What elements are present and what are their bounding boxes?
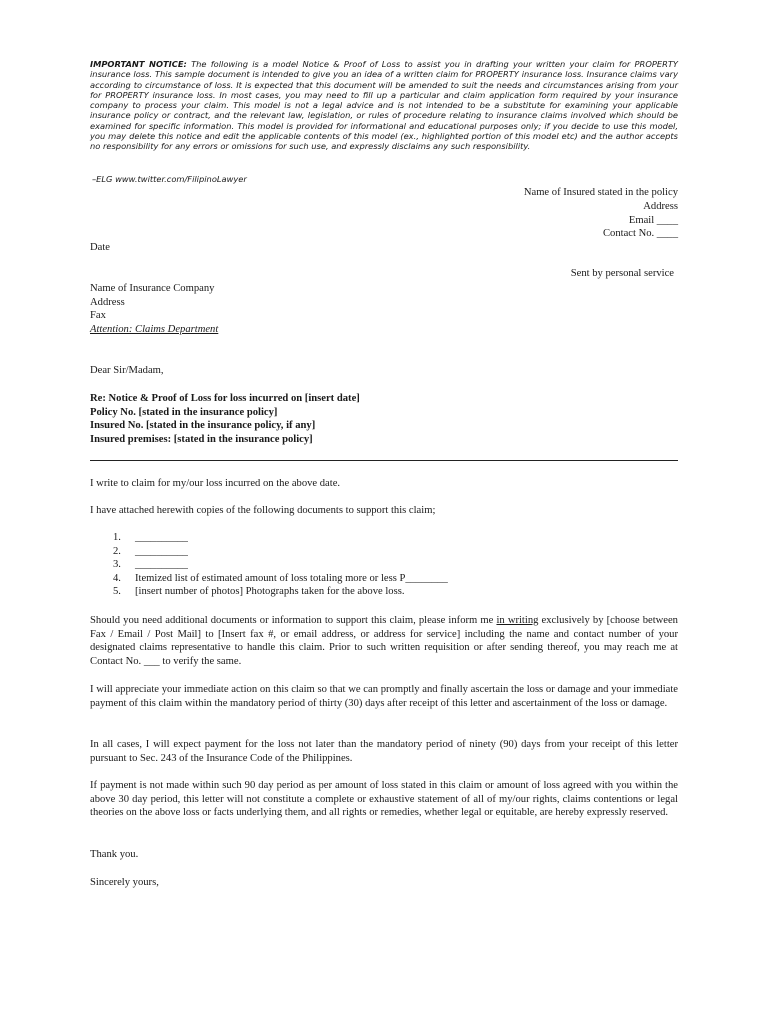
notice-label: IMPORTANT NOTICE: (90, 59, 187, 69)
list-item: 2. __________ (113, 545, 188, 557)
salutation: Dear Sir/Madam, (90, 365, 164, 376)
insured-number-line: Insured No. [stated in the insurance policy, if any] (90, 420, 316, 432)
closing-line: Sincerely yours, (90, 877, 159, 888)
date-line: Date (90, 242, 110, 253)
recipient-address: Address (90, 296, 125, 308)
notice-text: The following is a model Notice & Proof of Loss to assist you in drafting your written your claim for PROPERTY insurance loss. This sample document is intended to give you an idea of a written claim for PROPERTY insurance loss. Insurance claims vary according to circumstance of loss. It is expected that this document will be amended to suit the needs and circumstances arising from your for PROPERTY insurance loss. In most cases, you may need to fill up a particular and claim application form required by your insurance company to process your claim. This model is not a legal advice and is not intended to be a substitute for examining your applicable insurance policy or contract, and the relevant law, legislation, or rules of procedure relating to insurance claims involved which should be examined for specific information. This model is provided for informational and educational purposes only; if you decide to use this model, you may delete this notice and edit the applicable contents of this model (ex., highlighted portion of this model etc) and the author accepts no responsibility for any errors or omissions for such use, and expressly disclaims any such responsibility. (90, 59, 678, 152)
list-item: 5. [insert number of photos] Photographs taken for the above loss. (113, 586, 405, 598)
notice-credit: –ELG www.twitter.com/FilipinoLawyer (92, 174, 247, 184)
sender-email: Email ____ (628, 214, 678, 226)
policy-number-line: Policy No. [stated in the insurance policy] (90, 406, 278, 418)
attachments-intro: I have attached herewith copies of the following documents to support this claim; (90, 505, 436, 516)
sender-contact: Contact No. ____ (602, 228, 678, 240)
additional-documents-paragraph: Should you need additional documents or information to support this claim, please inform me in writing exclusively by [choose between Fax / Email / Post Mail] to [Insert fax #, or email address, or address for service] including the name and contact number of your designated claims representative to handle this claim. Prior to such written requisition or after sending thereof, you may reach me at Contact No. ___ to verify the same. (90, 615, 678, 667)
immediate-action-paragraph: I will appreciate your immediate action on this claim so that we can promptly and finally ascertain the loss or damage and your immediate payment of this claim within the mandatory period of thirty (30) days after receipt of this letter and ascertainment of the loss or damage. (90, 684, 678, 709)
sender-address: Address (643, 200, 678, 212)
list-item: 4. Itemized list of estimated amount of loss totaling more or less P________ (113, 572, 448, 584)
payment-deadline-paragraph: In all cases, I will expect payment for the loss not later than the mandatory period of ninety (90) days from your receipt of this letter pursuant to Sec. 243 of the Insurance Code of the Philippines. (90, 739, 678, 764)
sender-name: Name of Insured stated in the policy (523, 187, 678, 198)
recipient-fax: Fax (90, 310, 106, 322)
list-item: 1. __________ (113, 532, 188, 543)
recipient-block (90, 282, 218, 336)
thank-you-line: Thank you. (90, 849, 139, 860)
subject-block (90, 392, 360, 446)
recipient-company: Name of Insurance Company (90, 283, 215, 294)
insured-premises-line: Insured premises: [stated in the insurance policy] (90, 433, 313, 445)
intro-paragraph: I write to claim for my/our loss incurred on the above date. (90, 478, 341, 489)
subject-line: Re: Notice & Proof of Loss for loss incurred on [insert date] (90, 393, 360, 404)
delivery-method: Sent by personal service (570, 268, 674, 279)
sender-block (524, 186, 678, 241)
important-notice (90, 59, 678, 152)
recipient-attention: Attention: Claims Department (90, 323, 219, 335)
in-writing-emphasis: in writing (496, 615, 539, 626)
list-item: 3. __________ (113, 559, 188, 571)
document-list (113, 531, 448, 599)
rights-reserved-paragraph: If payment is not made within such 90 day period as per amount of loss stated in this claim or amount of loss agreed with you within the above 30 day period, this letter will not constitute a complete or exhaustive statement of all of my/our rights, claims contentions or legal theories on the above loss or facts underlying them, and all rights or remedies, whether legal or equitable, are hereby expressly reserved. (90, 780, 678, 818)
divider-rule (90, 460, 678, 461)
